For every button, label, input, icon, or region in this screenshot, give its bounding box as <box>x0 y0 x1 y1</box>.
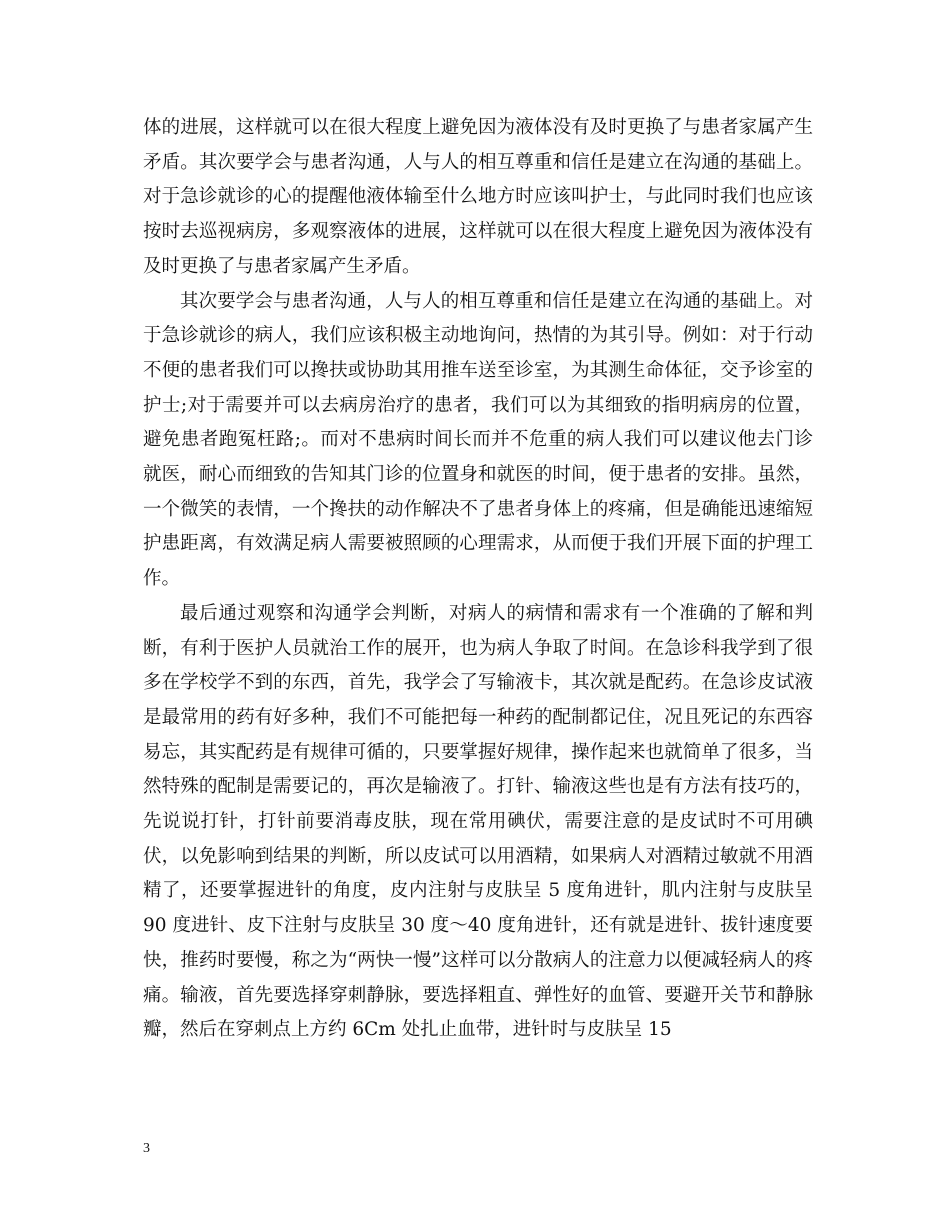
paragraph-judgment: 最后通过观察和沟通学会判断，对病人的病情和需求有一个准确的了解和判断，有利于医护人员就治工作的展开，也为病人争取了时间。在急诊科我学到了很多在学校学不到的东西，首先，我学会了写输液卡，其次就是配药。在急诊皮试液是最常用的药有好多种，我们不可能把每一种药的配制都记住，况且死记的东西容易忘，其实配药是有规律可循的，只要掌握好规律，操作起来也就简单了很多，当然特殊的配制是需要记的，再次是输液了。打针、输液这些也是有方法有技巧的，先说说打针，打针前要消毒皮肤，现在常用碘伏，需要注意的是皮试时不可用碘伏，以免影响到结果的判断，所以皮试可以用酒精，如果病人对酒精过敏就不用酒精了，还要掌握进针的角度，皮内注射与皮肤呈 5 度角进针，肌内注射与皮肤呈 90 度进针、皮下注射与皮肤呈 30 度～40 度角进针，还有就是进针、拔针速度要快，推药时要慢，称之为“两快一慢”这样可以分散病人的注意力以便减轻病人的疼痛。输液，首先要选择穿刺静脉，要选择粗直、弹性好的血管、要避开关节和静脉瓣，然后在穿刺点上方约 6Cm 处扎止血带，进针时与皮肤呈 15 <box>143 602 813 1041</box>
document-body <box>143 111 813 1048</box>
paragraph-continued: 体的进展，这样就可以在很大程度上避免因为液体没有及时更换了与患者家属产生矛盾。其次要学会与患者沟通，人与人的相互尊重和信任是建立在沟通的基础上。对于急诊就诊的心的提醒他液体输至什么地方时应该叫护士，与此同时我们也应该按时去巡视病房，多观察液体的进展，这样就可以在很大程度上避免因为液体没有及时更换了与患者家属产生矛盾。 <box>143 117 813 277</box>
paragraph-communication: 其次要学会与患者沟通，人与人的相互尊重和信任是建立在沟通的基础上。对于急诊就诊的病人，我们应该积极主动地询问，热情的为其引导。例如：对于行动不便的患者我们可以搀扶或协助其用推车送至诊室，为其测生命体征，交予诊室的护士;对于需要并可以去病房治疗的患者，我们可以为其细致的指明病房的位置，避免患者跑冤枉路;。而对不患病时间长而并不危重的病人我们可以建议他去门诊就医，耐心而细致的告知其门诊的位置身和就医的时间，便于患者的安排。虽然，一个微笑的表情，一个搀扶的动作解决不了患者身体上的疼痛，但是确能迅速缩短护患距离，有效满足病人需要被照顾的心理需求，从而便于我们开展下面的护理工作。 <box>143 290 813 590</box>
page-number: 3 <box>143 1141 150 1156</box>
